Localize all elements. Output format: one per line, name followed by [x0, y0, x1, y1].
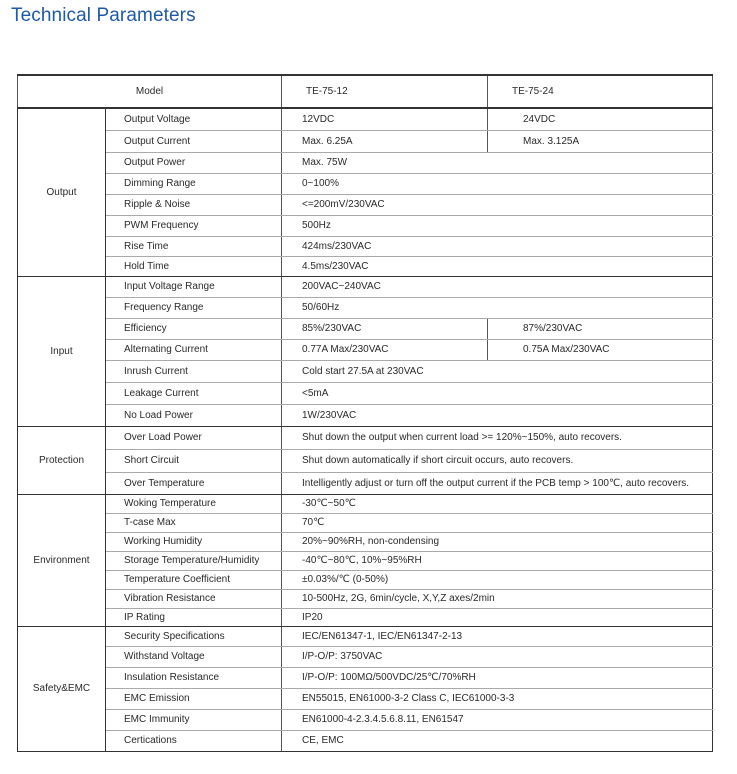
parameter-name: Alternating Current [106, 339, 282, 360]
parameter-value: Max. 75W [282, 152, 713, 173]
parameter-value-model-2: 0.75A Max/230VAC [488, 339, 713, 360]
parameter-name: Storage Temperature/Humidity [106, 551, 282, 570]
table-row [18, 297, 713, 318]
table-row [18, 688, 713, 709]
parameter-name: Security Specifications [106, 626, 282, 646]
parameter-name: Output Voltage [106, 108, 282, 130]
parameter-name: Certications [106, 730, 282, 751]
parameter-value-model-1: Max. 6.25A [282, 130, 488, 152]
group-label: Input [18, 276, 106, 426]
table-row [18, 256, 713, 276]
parameter-name: PWM Frequency [106, 215, 282, 236]
table-row [18, 382, 713, 404]
table-row [18, 589, 713, 608]
header-model-2: TE-75-24 [488, 75, 713, 108]
table-row [18, 215, 713, 236]
parameter-value: I/P-O/P: 3750VAC [282, 646, 713, 667]
parameter-value: -30℃~50℃ [282, 494, 713, 513]
parameter-value: 20%~90%RH, non-condensing [282, 532, 713, 551]
parameter-name: Inrush Current [106, 360, 282, 382]
table-row [18, 449, 713, 472]
parameter-name: Output Current [106, 130, 282, 152]
parameter-name: Short Circuit [106, 449, 282, 472]
parameter-value: 1W/230VAC [282, 404, 713, 426]
parameter-value: Shut down the output when current load >= 120%~150%, auto recovers. [282, 426, 713, 449]
table-header [18, 75, 713, 108]
parameter-value: <=200mV/230VAC [282, 194, 713, 215]
table-row [18, 173, 713, 194]
parameter-name: Efficiency [106, 318, 282, 339]
table-row [18, 626, 713, 646]
parameter-name: Input Voltage Range [106, 276, 282, 297]
parameter-name: T-case Max [106, 513, 282, 532]
parameter-value: EN55015, EN61000-3-2 Class C, IEC61000-3-3 [282, 688, 713, 709]
table-row [18, 472, 713, 494]
group-label: Environment [18, 494, 106, 626]
parameter-name: No Load Power [106, 404, 282, 426]
table-row [18, 318, 713, 339]
parameter-name: Ripple & Noise [106, 194, 282, 215]
parameter-value-model-2: 87%/230VAC [488, 318, 713, 339]
parameter-name: Dimming Range [106, 173, 282, 194]
parameter-value-model-2: 24VDC [488, 108, 713, 130]
parameter-name: Withstand Voltage [106, 646, 282, 667]
table-row [18, 608, 713, 626]
parameter-value-model-2: Max. 3.125A [488, 130, 713, 152]
table-row [18, 276, 713, 297]
parameter-name: Hold Time [106, 256, 282, 276]
parameter-value: -40℃~80℃, 10%~95%RH [282, 551, 713, 570]
parameter-name: Output Power [106, 152, 282, 173]
parameter-name: Over Temperature [106, 472, 282, 494]
parameter-value: I/P-O/P: 100MΩ/500VDC/25℃/70%RH [282, 667, 713, 688]
parameter-value: <5mA [282, 382, 713, 404]
parameter-value: 70℃ [282, 513, 713, 532]
table-row [18, 108, 713, 130]
parameter-name: EMC Emission [106, 688, 282, 709]
parameter-value: Cold start 27.5A at 230VAC [282, 360, 713, 382]
parameter-value: 4.5ms/230VAC [282, 256, 713, 276]
page-title: Technical Parameters [11, 5, 196, 26]
header-model-1: TE-75-12 [282, 75, 488, 108]
table-row [18, 152, 713, 173]
group-label: Safety&EMC [18, 626, 106, 751]
parameter-name: EMC Immunity [106, 709, 282, 730]
table-row [18, 532, 713, 551]
parameter-name: Leakage Current [106, 382, 282, 404]
parameter-value-model-1: 12VDC [282, 108, 488, 130]
table-row [18, 236, 713, 256]
parameter-name: Insulation Resistance [106, 667, 282, 688]
parameter-name: Woking Temperature [106, 494, 282, 513]
parameter-value: IP20 [282, 608, 713, 626]
table-row [18, 513, 713, 532]
table-row [18, 130, 713, 152]
parameter-value-model-1: 0.77A Max/230VAC [282, 339, 488, 360]
parameter-value: 200VAC~240VAC [282, 276, 713, 297]
table-row [18, 194, 713, 215]
parameter-value: IEC/EN61347-1, IEC/EN61347-2-13 [282, 626, 713, 646]
parameter-value-model-1: 85%/230VAC [282, 318, 488, 339]
parameter-value: Shut down automatically if short circuit occurs, auto recovers. [282, 449, 713, 472]
parameter-name: Frequency Range [106, 297, 282, 318]
parameter-name: Over Load Power [106, 426, 282, 449]
table-row [18, 339, 713, 360]
table-row [18, 404, 713, 426]
table-row [18, 730, 713, 751]
table-row [18, 551, 713, 570]
group-label: Protection [18, 426, 106, 494]
table-row [18, 426, 713, 449]
parameter-value: Intelligently adjust or turn off the output current if the PCB temp > 100℃, auto recovers. [282, 472, 713, 494]
table-row [18, 667, 713, 688]
parameter-value: ±0.03%/℃ (0-50%) [282, 570, 713, 589]
parameter-name: Rise Time [106, 236, 282, 256]
parameter-name: Working Humidity [106, 532, 282, 551]
parameter-value: 500Hz [282, 215, 713, 236]
parameter-value: CE, EMC [282, 730, 713, 751]
group-label: Output [18, 108, 106, 276]
parameter-value: EN61000-4-2.3.4.5.6.8.11, EN61547 [282, 709, 713, 730]
parameter-name: IP Rating [106, 608, 282, 626]
parameter-name: Temperature Coefficient [106, 570, 282, 589]
table-row [18, 360, 713, 382]
spec-table [17, 74, 713, 752]
table-row [18, 494, 713, 513]
parameter-value: 424ms/230VAC [282, 236, 713, 256]
table-row [18, 646, 713, 667]
parameter-value: 10-500Hz, 2G, 6min/cycle, X,Y,Z axes/2min [282, 589, 713, 608]
parameter-value: 0~100% [282, 173, 713, 194]
parameter-value: 50/60Hz [282, 297, 713, 318]
header-model: Model [18, 75, 282, 108]
table-row [18, 709, 713, 730]
parameter-name: Vibration Resistance [106, 589, 282, 608]
table-row [18, 570, 713, 589]
